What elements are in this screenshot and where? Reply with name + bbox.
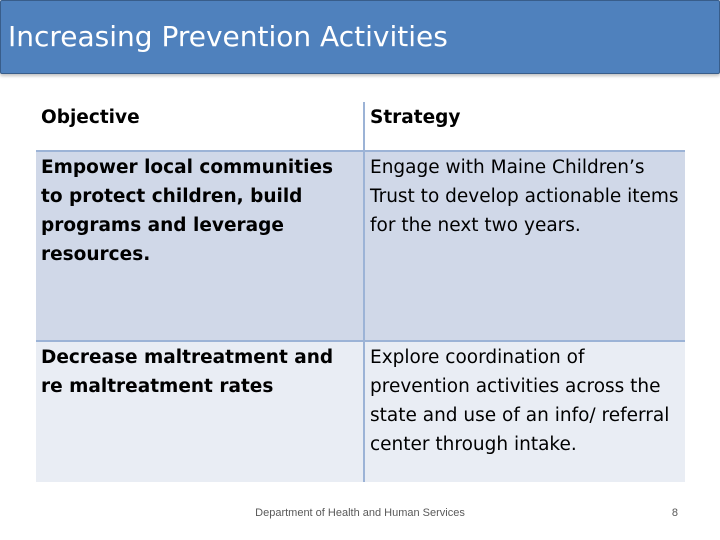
page-number: 8 <box>671 507 678 519</box>
slide-title: Increasing Prevention Activities <box>8 20 448 53</box>
header-strategy: Strategy <box>365 102 685 150</box>
row-1-objective: Empower local communities to protect children, build programs and leverage resources. <box>36 152 363 340</box>
row-2-strategy: Explore coordination of prevention activities across the state and use of an info/ referral center through intake. <box>365 342 685 482</box>
title-bar <box>0 0 720 74</box>
header-objective: Objective <box>36 102 363 150</box>
row-2-objective: Decrease maltreatment and re maltreatment rates <box>36 342 363 482</box>
footer-department: Department of Health and Human Services <box>255 507 465 519</box>
row-1-strategy: Engage with Maine Children’s Trust to develop actionable items for the next two years. <box>365 152 685 340</box>
objectives-table <box>36 102 685 482</box>
